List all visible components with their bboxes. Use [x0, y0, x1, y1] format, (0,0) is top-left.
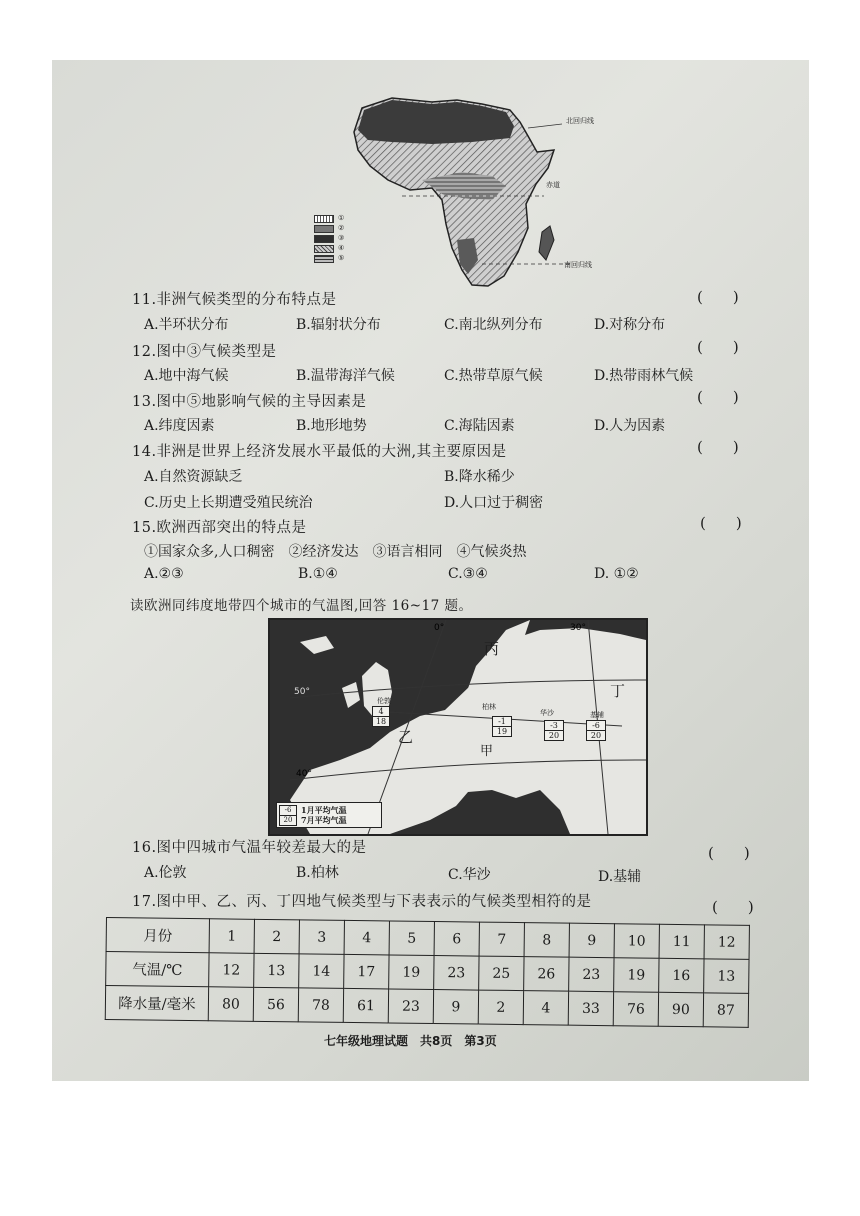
table-cell: 12 [209, 953, 254, 988]
table-cell: 17 [344, 954, 389, 989]
city-berlin-name: 柏林 [482, 703, 496, 711]
city-warsaw-jan: -3 [545, 721, 563, 731]
table-cell: 23 [434, 956, 479, 991]
city-berlin-temp-box [492, 716, 512, 737]
legend-label-4: ④ [338, 244, 345, 252]
parallel-50-label: 50° [294, 687, 310, 697]
table-cell: 12 [704, 925, 749, 960]
table-header-temperature: 气温/℃ [106, 952, 209, 987]
parallel-40-label: 40° [296, 769, 312, 779]
table-cell: 4 [523, 991, 568, 1026]
question-14-answer-blank[interactable]: ( ) [697, 438, 739, 456]
table-cell: 90 [658, 992, 703, 1027]
table-cell: 11 [659, 924, 704, 959]
question-13-option-b: B.地形地势 [296, 418, 367, 434]
table-cell: 23 [388, 989, 433, 1024]
table-cell: 56 [253, 987, 298, 1022]
city-kyiv-temp-box [586, 720, 606, 741]
table-cell: 9 [569, 923, 614, 958]
legend-label-5: ⑤ [338, 254, 345, 262]
question-17-stem: 17.图中甲、乙、丙、丁四地气候类型与下表表示的气候类型相符的是 [132, 894, 592, 910]
question-16-option-a: A.伦敦 [144, 865, 187, 881]
iceland [300, 636, 334, 654]
legend-swatch-1 [314, 215, 334, 223]
table-cell: 8 [524, 923, 569, 958]
question-11-answer-blank[interactable]: ( ) [697, 288, 739, 306]
region-bing-label: 丙 [484, 640, 500, 658]
table-cell: 16 [659, 958, 704, 993]
question-14-option-b: B.降水稀少 [444, 469, 515, 485]
legend-label-3: ③ [338, 234, 345, 242]
table-row-precipitation [105, 986, 748, 1028]
meridian-0-label: 0° [434, 623, 445, 633]
city-london-jan: 4 [373, 707, 389, 717]
legend-swatch-2 [314, 225, 334, 233]
city-berlin-jul: 19 [496, 727, 508, 736]
question-12-answer-blank[interactable]: ( ) [697, 338, 739, 356]
equator-label: 赤道 [546, 181, 560, 189]
question-16-answer-blank[interactable]: ( ) [708, 844, 750, 862]
table-cell: 13 [704, 959, 749, 994]
question-11-option-a: A.半环状分布 [144, 317, 229, 333]
question-13-option-d: D.人为因素 [594, 418, 666, 434]
legend-jan-label: 1月平均气温 [301, 805, 347, 815]
question-13-option-c: C.海陆因素 [444, 418, 515, 434]
legend-sample-jan: -6 [280, 806, 296, 816]
city-warsaw-jul: 20 [548, 731, 560, 740]
question-16-option-c: C.华沙 [448, 867, 491, 883]
tropic-cancer-label: 北回归线 [566, 117, 594, 125]
table-cell: 13 [254, 953, 299, 988]
city-kyiv-name: 基辅 [590, 711, 604, 719]
question-14-option-c: C.历史上长期遭受殖民统治 [144, 495, 313, 511]
city-london-temp-box [372, 706, 390, 727]
table-cell: 4 [344, 920, 389, 955]
question-14-stem: 14.非洲是世界上经济发展水平最低的大洲,其主要原因是 [132, 444, 507, 460]
question-15-answer-blank[interactable]: ( ) [700, 514, 742, 532]
legend-sample-jul: 20 [283, 816, 293, 824]
meridian-30-label: 30° [570, 623, 586, 633]
table-cell: 87 [703, 993, 748, 1028]
question-16-stem: 16.图中四城市气温年较差最大的是 [132, 840, 367, 856]
table-header-precipitation: 降水量/毫米 [105, 986, 208, 1021]
table-cell: 19 [389, 955, 434, 990]
question-14-option-a: A.自然资源缺乏 [144, 469, 243, 485]
question-12-stem: 12.图中③气候类型是 [132, 344, 277, 360]
table-cell: 19 [614, 958, 659, 993]
city-london-name: 伦敦 [377, 697, 391, 705]
question-13-answer-blank[interactable]: ( ) [697, 388, 739, 406]
question-11-option-b: B.辐射状分布 [296, 317, 381, 333]
question-15-option-a: A.②③ [144, 566, 184, 582]
exam-page-photo [52, 60, 809, 1081]
question-11-stem: 11.非洲气候类型的分布特点是 [132, 292, 337, 308]
table-cell: 7 [479, 922, 524, 957]
africa-climate-map [292, 80, 612, 290]
city-warsaw-temp-box [544, 720, 564, 741]
table-cell: 6 [434, 922, 479, 957]
table-cell: 76 [613, 992, 658, 1027]
table-cell: 1 [209, 919, 254, 954]
table-cell: 25 [479, 956, 524, 991]
region-ding-label: 丁 [610, 682, 626, 700]
question-11-option-c: C.南北纵列分布 [444, 317, 543, 333]
table-cell: 14 [299, 954, 344, 989]
question-12-option-b: B.温带海洋气候 [296, 368, 395, 384]
question-15-option-b: B.①④ [298, 566, 338, 582]
table-header-month: 月份 [106, 918, 209, 953]
table-cell: 5 [389, 921, 434, 956]
table-cell: 10 [614, 924, 659, 959]
question-15-stem: 15.欧洲西部突出的特点是 [132, 520, 307, 536]
legend-sample-box [279, 805, 297, 826]
table-cell: 33 [568, 991, 613, 1026]
city-warsaw-name: 华沙 [540, 709, 554, 717]
climate-data-table [105, 917, 750, 1028]
legend-label-1: ① [338, 214, 345, 222]
europe-temperature-map [268, 618, 648, 836]
madagascar [539, 226, 554, 260]
table-cell: 2 [254, 919, 299, 954]
question-17-answer-blank[interactable]: ( ) [712, 898, 754, 916]
city-berlin-jan: -1 [493, 717, 511, 727]
legend-swatch-3 [314, 235, 334, 243]
question-15-option-c: C.③④ [448, 566, 488, 582]
legend-swatch-4 [314, 245, 334, 253]
region-yi-label: 乙 [398, 728, 414, 746]
table-cell: 61 [343, 988, 388, 1023]
question-15-option-d: D. ①② [594, 566, 639, 582]
question-13-option-a: A.纬度因素 [144, 418, 215, 434]
question-15-items: ①国家众多,人口稠密 ②经济发达 ③语言相同 ④气候炎热 [144, 544, 527, 560]
page-footer: 七年级地理试题 共8页 第3页 [324, 1034, 497, 1048]
table-cell: 78 [298, 988, 343, 1023]
legend-jul-label: 7月平均气温 [301, 815, 347, 825]
tropic-capricorn-label: 南回归线 [564, 261, 592, 269]
question-16-option-d: D.基辅 [598, 869, 642, 885]
reading-intro: 读欧洲同纬度地带四个城市的气温图,回答 16~17 题。 [130, 598, 473, 614]
table-cell: 23 [569, 957, 614, 992]
question-16-option-b: B.柏林 [296, 865, 339, 881]
legend-swatch-5 [314, 255, 334, 263]
question-12-option-c: C.热带草原气候 [444, 368, 543, 384]
city-kyiv-jul: 20 [590, 731, 602, 740]
table-cell: 2 [478, 990, 523, 1025]
ireland [342, 682, 360, 708]
city-kyiv-jan: -6 [587, 721, 605, 731]
table-cell: 9 [433, 990, 478, 1025]
question-14-option-d: D.人口过于稠密 [444, 495, 544, 511]
legend-label-2: ② [338, 224, 345, 232]
table-cell: 26 [524, 957, 569, 992]
europe-map-legend [276, 802, 382, 828]
question-13-stem: 13.图中⑤地影响气候的主导因素是 [132, 394, 367, 410]
table-cell: 3 [299, 920, 344, 955]
city-london-jul: 18 [375, 717, 387, 726]
question-12-option-a: A.地中海气候 [144, 368, 229, 384]
region-jia-label: 甲 [480, 744, 494, 759]
question-11-option-d: D.对称分布 [594, 317, 666, 333]
question-12-option-d: D.热带雨林气候 [594, 368, 694, 384]
table-cell: 80 [208, 987, 253, 1022]
